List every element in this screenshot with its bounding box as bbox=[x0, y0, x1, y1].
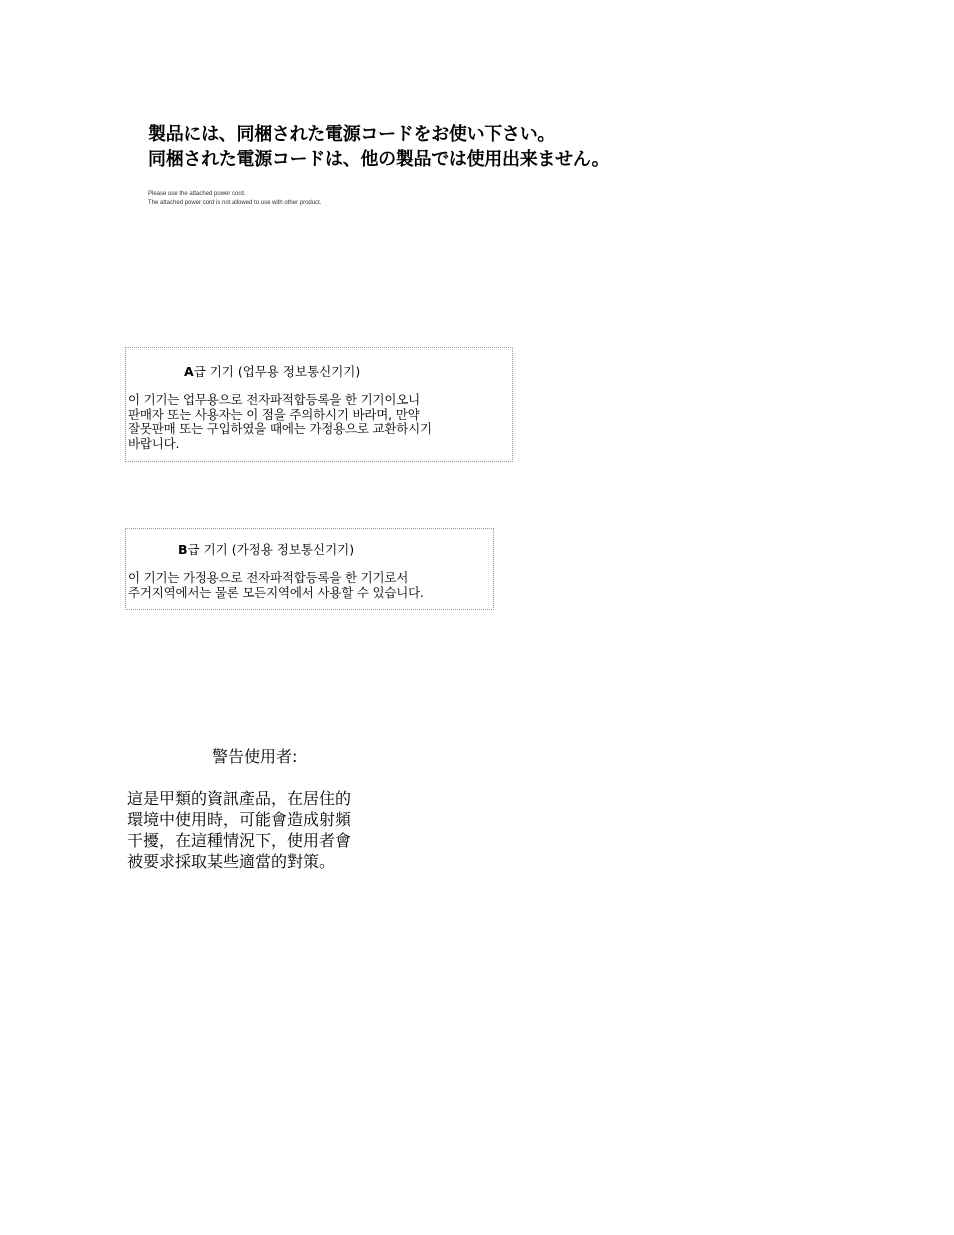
korean-class-b-notice bbox=[125, 528, 494, 610]
korean-class-b-line-1: 이 기기는 가정용으로 전자파적합등록을 한 기기로서 bbox=[128, 570, 409, 585]
korean-class-a-line-3: 잘못판매 또는 구입하였을 때에는 가정용으로 교환하시기 bbox=[128, 421, 432, 436]
korean-class-a-line-4: 바랍니다. bbox=[128, 435, 180, 451]
chinese-class-a-warning bbox=[124, 740, 382, 880]
korean-class-a-line-2: 판매자 또는 사용자는 이 점을 주의하시기 바라며, 만약 bbox=[128, 406, 420, 422]
chinese-warning-line-1: 這是甲類的資訊產品，在居住的 bbox=[127, 789, 352, 808]
english-notice-line-1: Please use the attached power cord. bbox=[148, 191, 246, 197]
korean-class-a-title-text: 급 기기 (업무용 정보통신기기) bbox=[193, 364, 361, 379]
chinese-warning-line-3: 干擾，在這種情況下，使用者會 bbox=[127, 831, 352, 850]
korean-class-b-line-2: 주거지역에서는 물론 모든지역에서 사용할 수 있습니다. bbox=[128, 584, 424, 600]
korean-class-a-letter: A bbox=[184, 364, 194, 379]
korean-class-a-title bbox=[184, 364, 360, 380]
korean-class-a-body bbox=[128, 393, 512, 451]
chinese-warning-line-2: 環境中使用時，可能會造成射頻 bbox=[127, 810, 352, 829]
korean-class-a-notice bbox=[125, 347, 513, 462]
korean-class-b-title-text: 급 기기 (가정용 정보통신기기) bbox=[187, 542, 355, 557]
english-power-cord-notice bbox=[148, 190, 708, 208]
korean-class-b-title bbox=[178, 542, 354, 558]
japanese-notice-line-2: 同梱された電源コードは、他の製品では使用出来ません。 bbox=[148, 149, 610, 170]
korean-class-a-line-1: 이 기기는 업무용으로 전자파적합등록을 한 기기이오니 bbox=[128, 392, 420, 407]
korean-class-b-letter: B bbox=[178, 542, 188, 557]
japanese-notice-line-1: 製品には、同梱された電源コードをお使い下さい。 bbox=[148, 124, 556, 145]
chinese-warning-line-4: 被要求採取某些適當的對策。 bbox=[127, 852, 336, 871]
chinese-warning-body bbox=[127, 788, 382, 872]
chinese-warning-title: 警告使用者: bbox=[212, 747, 298, 766]
japanese-power-cord-notice bbox=[148, 122, 708, 208]
english-notice-line-2: The attached power cord is not allowed to use with other product. bbox=[148, 200, 322, 206]
korean-class-b-body bbox=[128, 571, 494, 600]
